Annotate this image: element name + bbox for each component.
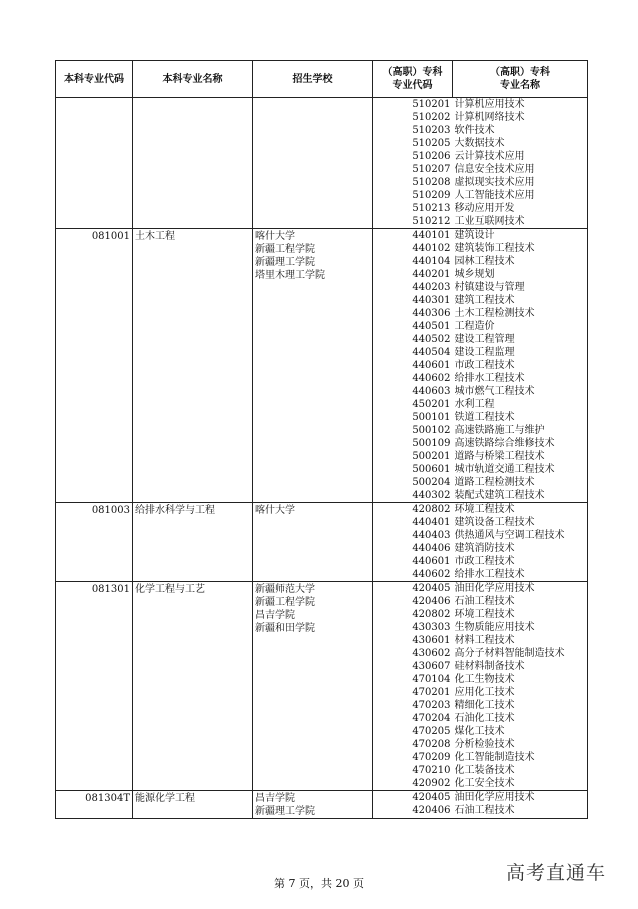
school-name: 新疆工程学院 (255, 244, 315, 255)
vocational-code: 440501 (412, 321, 451, 332)
majors-table (55, 60, 588, 819)
vocational-name: 建筑消防技术 (454, 543, 515, 554)
vocational-code: 510202 (412, 112, 451, 123)
vocational-name: 装配式建筑工程技术 (454, 490, 545, 501)
school-name: 昌吉学院 (255, 610, 295, 621)
vocational-name: 市政工程技术 (454, 556, 515, 567)
vocational-name: 石油化工技术 (454, 713, 515, 724)
vocational-name: 建设工程管理 (454, 334, 515, 345)
bachelor-code-cell: 081301 (56, 582, 133, 791)
vocational-code: 470104 (412, 674, 451, 685)
vocational-code: 510212 (412, 216, 451, 227)
vocational-name: 给排水工程技术 (454, 373, 525, 384)
vocational-code: 440401 (412, 517, 451, 528)
vocational-name: 应用化工技术 (454, 687, 515, 698)
table-row (56, 503, 588, 582)
vocational-name: 化工安全技术 (454, 778, 515, 789)
vocational-code: 470205 (412, 726, 451, 737)
vocational-code: 440403 (412, 530, 451, 541)
vocational-name: 化工装备技术 (454, 765, 515, 776)
vocational-name: 煤化工技术 (454, 726, 505, 737)
school-name: 新疆工程学院 (255, 597, 315, 608)
vocational-code: 420902 (412, 778, 451, 789)
vocational-name: 环境工程技术 (454, 609, 515, 620)
vocational-name: 工程造价 (454, 321, 495, 332)
page-number: 第 7 页，共 20 页 (274, 877, 364, 890)
vocational-code-cell (373, 229, 453, 503)
vocational-code: 510203 (412, 125, 451, 136)
vocational-code-cell (373, 791, 453, 819)
schools-cell (253, 229, 373, 503)
bachelor-code-cell: 081001 (56, 229, 133, 503)
bachelor-name-cell: 给排水科学与工程 (133, 503, 253, 582)
vocational-name: 石油工程技术 (454, 805, 515, 816)
vocational-code: 510213 (412, 203, 451, 214)
vocational-code: 510209 (412, 190, 451, 201)
vocational-name: 给排水工程技术 (454, 569, 525, 580)
vocational-name: 高速铁路施工与维护 (454, 425, 545, 436)
vocational-code: 500102 (412, 425, 451, 436)
bachelor-name-cell (133, 98, 253, 229)
vocational-code: 440203 (412, 282, 451, 293)
school-name: 新疆师范大学 (255, 584, 315, 595)
vocational-code: 450201 (412, 399, 451, 410)
vocational-code: 500601 (412, 464, 451, 475)
vocational-name: 土木工程检测技术 (454, 308, 535, 319)
vocational-name: 虚拟现实技术应用 (454, 177, 535, 188)
vocational-code: 440102 (412, 243, 451, 254)
vocational-code: 420406 (412, 596, 451, 607)
vocational-code: 470209 (412, 752, 451, 763)
header-vocational-name: （高职）专科 专业名称 (453, 61, 588, 98)
vocational-code: 470208 (412, 739, 451, 750)
vocational-name: 化工智能制造技术 (454, 752, 535, 763)
vocational-name-cell (453, 503, 588, 582)
vocational-name: 建筑装饰工程技术 (454, 243, 535, 254)
vocational-code: 440601 (412, 556, 451, 567)
school-name: 喀什大学 (255, 505, 295, 516)
vocational-name: 建筑设备工程技术 (454, 517, 535, 528)
bachelor-name-cell: 土木工程 (133, 229, 253, 503)
school-name: 新疆和田学院 (255, 623, 315, 634)
school-name: 新疆理工学院 (255, 806, 315, 817)
vocational-code: 440603 (412, 386, 451, 397)
vocational-code: 470204 (412, 713, 451, 724)
vocational-name: 计算机应用技术 (454, 99, 525, 110)
vocational-name: 软件技术 (454, 125, 495, 136)
bachelor-code-cell: 081304T (56, 791, 133, 819)
school-name: 塔里木理工学院 (255, 270, 325, 281)
table-body (56, 98, 588, 819)
vocational-code-cell (373, 503, 453, 582)
vocational-code: 440602 (412, 569, 451, 580)
vocational-name-cell (453, 791, 588, 819)
vocational-code: 510208 (412, 177, 451, 188)
vocational-name: 移动应用开发 (454, 203, 515, 214)
vocational-name-cell (453, 98, 588, 229)
schools-cell (253, 98, 373, 229)
vocational-name: 油田化学应用技术 (454, 792, 535, 803)
vocational-code: 430602 (412, 648, 451, 659)
vocational-name: 建筑设计 (454, 230, 495, 241)
vocational-name-cell (453, 229, 588, 503)
table-row (56, 791, 588, 819)
vocational-code-cell (373, 98, 453, 229)
vocational-name-cell (453, 582, 588, 791)
bachelor-name-cell: 能源化学工程 (133, 791, 253, 819)
vocational-code: 470201 (412, 687, 451, 698)
schools-cell (253, 503, 373, 582)
vocational-code: 440104 (412, 256, 451, 267)
vocational-name: 工业互联网技术 (454, 216, 525, 227)
vocational-code: 420405 (412, 792, 451, 803)
schools-cell (253, 582, 373, 791)
vocational-name: 大数据技术 (454, 138, 505, 149)
vocational-name: 水利工程 (454, 399, 495, 410)
vocational-name: 油田化学应用技术 (454, 583, 535, 594)
vocational-code: 440201 (412, 269, 451, 280)
vocational-code: 470210 (412, 765, 451, 776)
vocational-code: 420406 (412, 805, 451, 816)
header-schools: 招生学校 (253, 61, 373, 98)
vocational-code: 440101 (412, 230, 451, 241)
header-vocational-code: （高职）专科 专业代码 (373, 61, 453, 98)
vocational-name: 高分子材料智能制造技术 (454, 648, 565, 659)
vocational-name: 村镇建设与管理 (454, 282, 525, 293)
bachelor-code-cell (56, 98, 133, 229)
vocational-code: 430607 (412, 661, 451, 672)
vocational-code-cell (373, 582, 453, 791)
vocational-code: 510205 (412, 138, 451, 149)
vocational-name: 城市轨道交通工程技术 (454, 464, 555, 475)
vocational-code: 440301 (412, 295, 451, 306)
vocational-name: 建筑工程技术 (454, 295, 515, 306)
bachelor-code-cell: 081003 (56, 503, 133, 582)
vocational-code: 510207 (412, 164, 451, 175)
schools-cell (253, 791, 373, 819)
vocational-name: 环境工程技术 (454, 504, 515, 515)
vocational-code: 470203 (412, 700, 451, 711)
vocational-name: 铁道工程技术 (454, 412, 515, 423)
vocational-name: 化工生物技术 (454, 674, 515, 685)
vocational-name: 人工智能技术应用 (454, 190, 535, 201)
vocational-name: 计算机网络技术 (454, 112, 525, 123)
school-name: 昌吉学院 (255, 793, 295, 804)
vocational-code: 440502 (412, 334, 451, 345)
vocational-code: 500204 (412, 477, 451, 488)
vocational-name: 分析检验技术 (454, 739, 515, 750)
vocational-code: 500101 (412, 412, 451, 423)
school-name: 新疆理工学院 (255, 257, 315, 268)
table-row (56, 582, 588, 791)
vocational-code: 440302 (412, 490, 451, 501)
vocational-name: 建设工程监理 (454, 347, 515, 358)
watermark-logo-text: 高考直通车 (505, 862, 606, 884)
vocational-code: 510201 (412, 99, 451, 110)
header-bachelor-code: 本科专业代码 (56, 61, 133, 98)
vocational-code: 440306 (412, 308, 451, 319)
vocational-name: 石油工程技术 (454, 596, 515, 607)
vocational-code: 440602 (412, 373, 451, 384)
vocational-name: 云计算技术应用 (454, 151, 525, 162)
table-row (56, 98, 588, 229)
vocational-name: 供热通风与空调工程技术 (454, 530, 565, 541)
vocational-name: 道路工程检测技术 (454, 477, 535, 488)
vocational-name: 信息安全技术应用 (454, 164, 535, 175)
vocational-name: 高速铁路综合维修技术 (454, 438, 555, 449)
vocational-name: 园林工程技术 (454, 256, 515, 267)
vocational-code: 420405 (412, 583, 451, 594)
school-name: 喀什大学 (255, 231, 295, 242)
vocational-code: 500201 (412, 451, 451, 462)
header-bachelor-name: 本科专业名称 (133, 61, 253, 98)
vocational-name: 生物质能应用技术 (454, 622, 535, 633)
vocational-code: 420802 (412, 504, 451, 515)
vocational-code: 510206 (412, 151, 451, 162)
bachelor-name-cell: 化学工程与工艺 (133, 582, 253, 791)
vocational-name: 市政工程技术 (454, 360, 515, 371)
vocational-code: 430601 (412, 635, 451, 646)
table-row (56, 229, 588, 503)
vocational-code: 440406 (412, 543, 451, 554)
vocational-name: 精细化工技术 (454, 700, 515, 711)
vocational-code: 430303 (412, 622, 451, 633)
table-header-row (56, 61, 588, 98)
majors-table-container (55, 60, 587, 819)
vocational-name: 城乡规划 (454, 269, 495, 280)
vocational-code: 440504 (412, 347, 451, 358)
vocational-code: 440601 (412, 360, 451, 371)
vocational-name: 硅材料制备技术 (454, 661, 525, 672)
vocational-name: 材料工程技术 (454, 635, 515, 646)
vocational-name: 城市燃气工程技术 (454, 386, 535, 397)
vocational-code: 420802 (412, 609, 451, 620)
vocational-name: 道路与桥梁工程技术 (454, 451, 545, 462)
vocational-code: 500109 (412, 438, 451, 449)
